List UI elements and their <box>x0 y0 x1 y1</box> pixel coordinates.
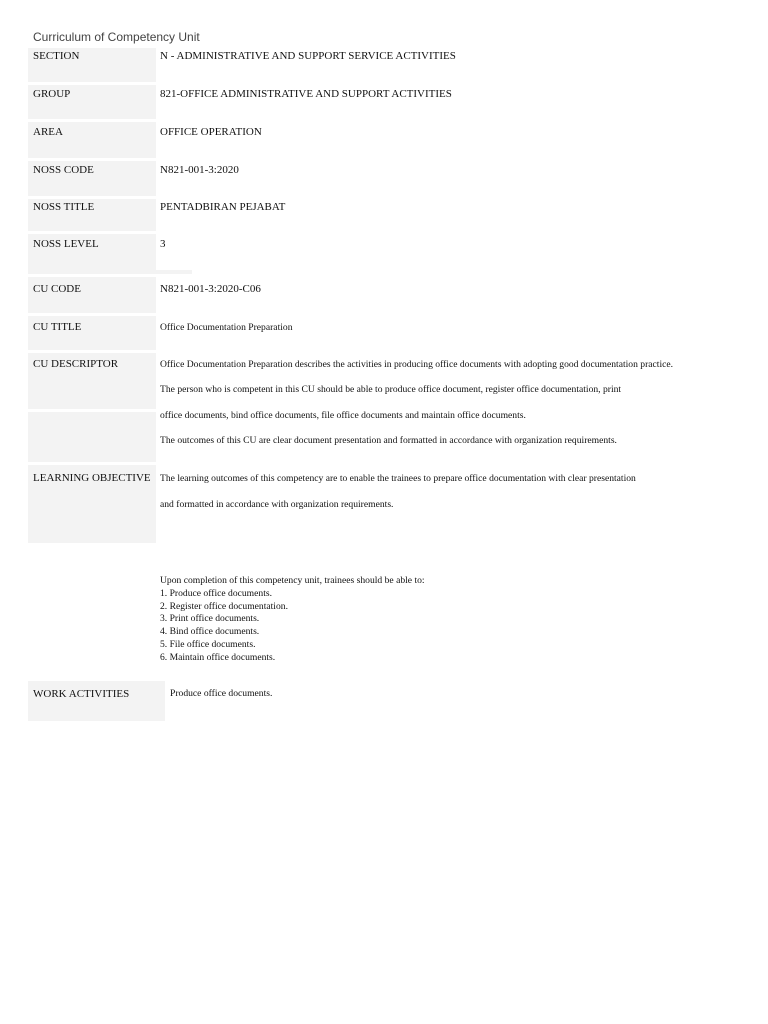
learning-objective-label: LEARNING OBJECTIVE <box>33 472 151 484</box>
cu-descriptor-label: CU DESCRIPTOR <box>33 358 119 370</box>
list-item: 3. Print office documents. <box>160 613 260 625</box>
cu-descriptor-line: Office Documentation Preparation describes the activities in producing office documents with adopting good documentation practice. <box>160 359 674 370</box>
group-label: GROUP <box>33 88 71 100</box>
list-item: 5. File office documents. <box>160 638 256 650</box>
work-activities-label-cell <box>28 681 165 721</box>
noss-code-label: NOSS CODE <box>33 164 94 176</box>
cu-descriptor-line: The outcomes of this CU are clear document presentation and formatted in accordance with organization requirements. <box>160 435 617 446</box>
area-label: AREA <box>33 126 63 138</box>
work-activities-value: Produce office documents. <box>170 688 273 699</box>
list-item: 4. Bind office documents. <box>160 626 260 638</box>
document-title: Curriculum of Competency Unit <box>33 30 200 44</box>
noss-title-value: PENTADBIRAN PEJABAT <box>160 201 286 213</box>
noss-level-value: 3 <box>160 238 166 250</box>
learning-objective-line: and formatted in accordance with organization requirements. <box>160 499 394 510</box>
section-value: N - ADMINISTRATIVE AND SUPPORT SERVICE ACTIVITIES <box>160 50 456 62</box>
cu-descriptor-line: office documents, bind office documents, file office documents and maintain office documents. <box>160 410 526 421</box>
noss-code-value: N821-001-3:2020 <box>160 164 239 176</box>
noss-title-label: NOSS TITLE <box>33 201 95 213</box>
cu-title-label: CU TITLE <box>33 321 82 333</box>
noss-level-label: NOSS LEVEL <box>33 238 99 250</box>
learning-outcomes-intro: Upon completion of this competency unit, trainees should be able to: <box>160 575 425 586</box>
group-value: 821-OFFICE ADMINISTRATIVE AND SUPPORT ACTIVITIES <box>160 88 452 100</box>
section-label: SECTION <box>33 50 80 62</box>
list-item: 1. Produce office documents. <box>160 587 272 599</box>
cu-descriptor-continuation-cell <box>28 412 156 462</box>
learning-objective-line: The learning outcomes of this competency are to enable the trainees to prepare office documentation with clear presentation <box>160 473 636 484</box>
cu-code-label: CU CODE <box>33 283 81 295</box>
cu-title-value: Office Documentation Preparation <box>160 322 293 333</box>
cu-code-value: N821-001-3:2020-C06 <box>160 283 261 295</box>
list-item: 6. Maintain office documents. <box>160 651 276 663</box>
learning-outcomes-list <box>160 575 425 665</box>
section-divider <box>28 270 192 274</box>
list-item: 2. Register office documentation. <box>160 600 288 612</box>
work-activities-label: WORK ACTIVITIES <box>33 688 130 700</box>
area-value: OFFICE OPERATION <box>160 126 262 138</box>
cu-descriptor-line: The person who is competent in this CU should be able to produce office document, register office documentation, print <box>160 384 622 395</box>
